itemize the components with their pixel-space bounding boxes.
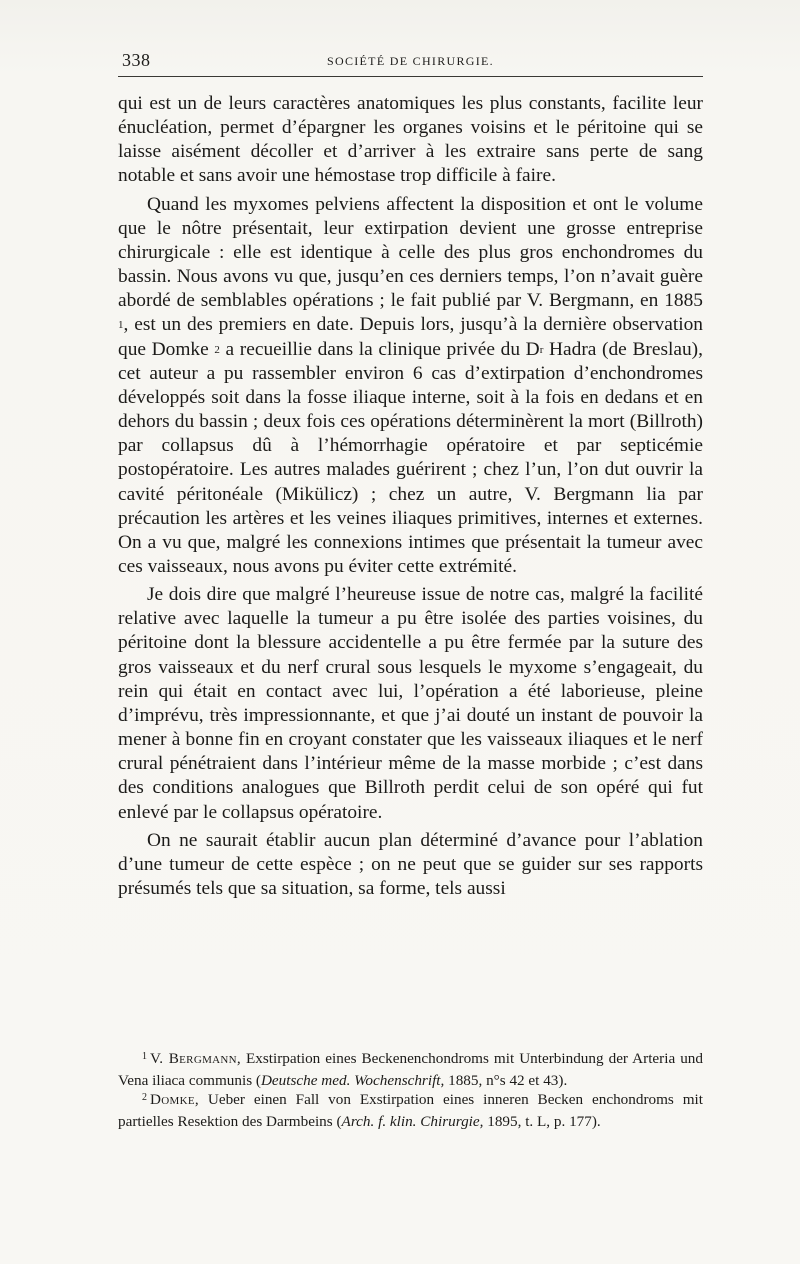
paragraph-4: On ne saurait établir aucun plan déterminé d’avance pour l’ablation d’une tumeur de cette espèce ; on ne peut que se guider sur ses rapports présumés tels que sa situation, sa forme, tels aussi [118, 829, 703, 899]
paragraph-2 [118, 193, 703, 580]
footnote-1-author: V. Bergmann, [150, 1050, 241, 1067]
footnote-1-mark: 1 [142, 1051, 147, 1062]
footnote-1-text-a: Exstirpation eines Beckenenchondroms mit Unterbindung der Arteria und Vena iliaca communis ( [118, 1050, 703, 1089]
paragraph-2-part-d: Hadra (de Breslau), cet auteur a pu rassembler environ 6 cas d’extirpation d’enchondromes développés soit dans la fosse iliaque interne, soit à la fois en dedans et en dehors du bassin ; deux fois ces opérations déterminèrent la mort (Billroth) par collapsus dû à l’hémorrhagie opératoire et par septicémie postopératoire. Les autres malades guérirent ; chez l’un, l’on dut ouvrir la cavité péritonéale (Mikülicz) ; chez un autre, V. Bergmann lia par précaution les artères et les veines iliaques primitives, internes et externes. On a vu que, malgré les connexions intimes que présentait la tumeur avec ces vaisseaux, nous avons pu éviter cette extrémité. [118, 338, 703, 577]
footnotes [118, 1049, 703, 1131]
running-title: SOCIÉTÉ DE CHIRURGIE. [327, 54, 494, 68]
footnote-1-journal: Deutsche med. Wochenschrift, [260, 1071, 445, 1089]
paragraph-1: qui est un de leurs caractères anatomiques les plus constants, facilite leur énucléation, permet d’épargner les organes voisins et le péritoine qui se laisse aisément décoller et d’arriver à les extraire sans perte de sang notable et sans avoir une hémostase trop difficile à faire. [118, 93, 703, 187]
paragraph-3: Je dois dire que malgré l’heureuse issue de notre cas, malgré la facilité relative avec laquelle la tumeur a pu être isolée des parties voisines, du péritoine dont la blessure accidentelle a pu être fermée par la suture des gros vaisseaux et du nerf crural sous lesquels le myxome s’engageait, du rein qui était en contact avec lui, l’opération a été laborieuse, pleine d’imprévu, très impressionnante, et que j’ai douté un instant de pouvoir la mener à bonne fin en croyant constater que les vaisseaux iliaques et le nerf crural pénétraient dans l’intérieur même de la masse morbide ; c’est dans des conditions analogues que Billroth perdit celui de son opéré qui fut enlevé par le collapsus opératoire. [118, 584, 703, 823]
paragraph-2-part-c: a recueillie dans la clinique privée du D [219, 338, 540, 360]
footnote-2-text-a: Ueber einen Fall von Exstirpation eines inneren Becken enchondroms mit partielles Resektion des Darmbeins ( [118, 1091, 703, 1130]
paragraph-2-part-b: , est un des premiers en date. Depuis lors, jusqu’à la dernière observation que Domke [118, 314, 703, 360]
footnote-1-text-b: 1885, n°s 42 et 43). [444, 1071, 568, 1089]
footnote-2-author: Domke, [150, 1091, 199, 1109]
body-text [118, 92, 703, 901]
footnote-2-journal: Arch. f. klin. Chirurgie, [341, 1112, 484, 1130]
footnote-ref-1: 1 [118, 319, 124, 332]
header-rule [118, 76, 703, 77]
footnote-2 [118, 1090, 703, 1131]
page-number: 338 [122, 50, 151, 70]
footnote-ref-2: 2 [214, 343, 220, 356]
paragraph-2-part-a: Quand les myxomes pelviens affectent la disposition et ont le volume que le nôtre présentait, leur extirpation devient une grosse entreprise chirurgicale : elle est identique à celle des plus gros enchondromes du bassin. Nous avons vu que, jusqu’en ces derniers temps, l’on n’avait guère abordé de semblables opérations ; le fait publié par V. Bergmann, en 1885 [118, 193, 703, 312]
doctor-superscript: r [539, 343, 544, 356]
footnote-1 [118, 1049, 703, 1090]
footnote-2-text-b: 1895, t. L, p. 177). [483, 1112, 601, 1130]
footnote-2-mark: 2 [142, 1092, 147, 1104]
page-header [118, 46, 703, 70]
